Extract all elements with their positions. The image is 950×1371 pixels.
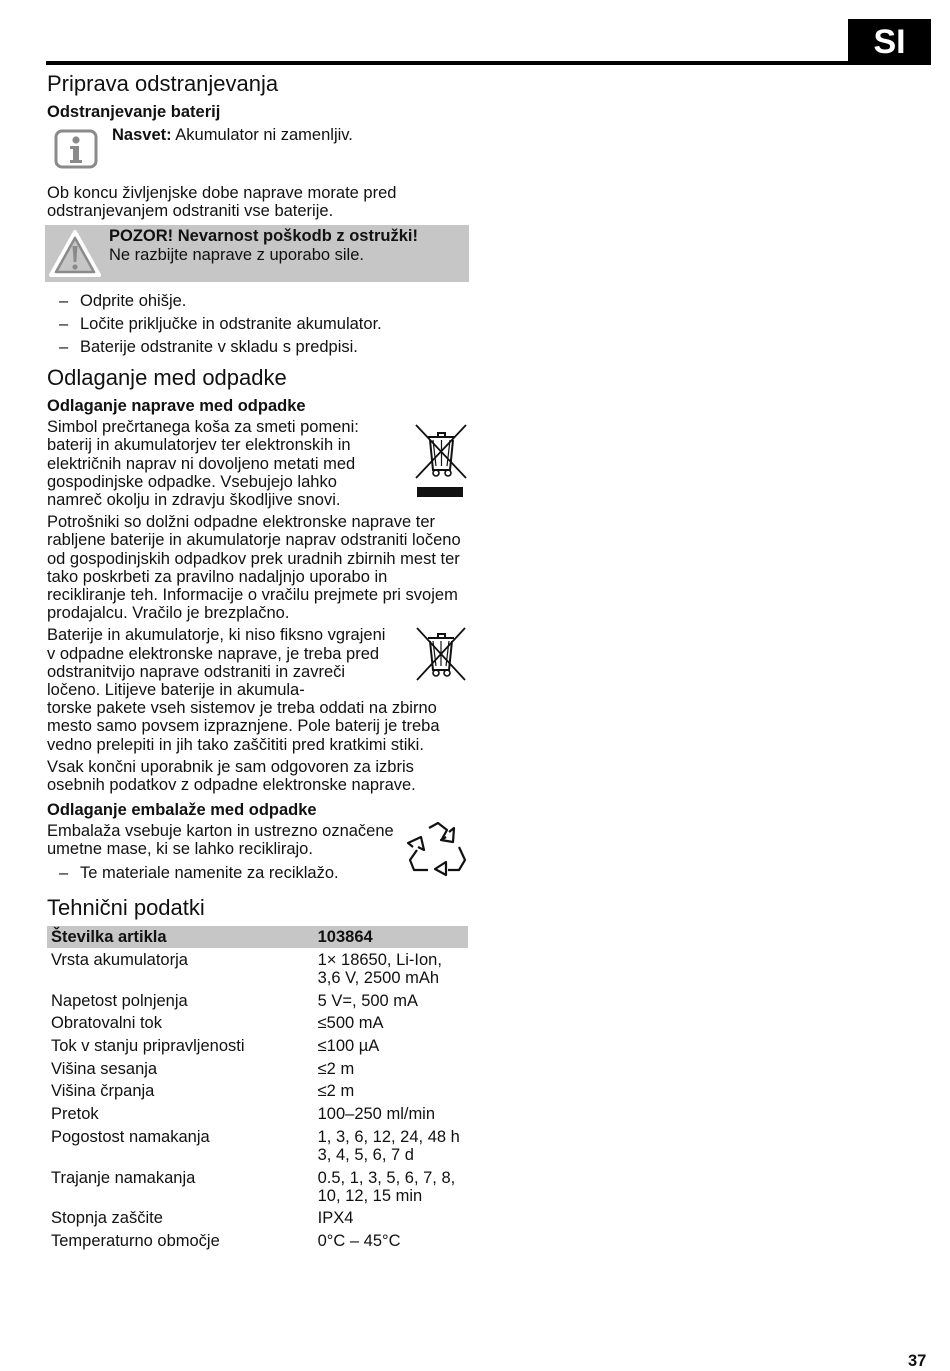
table-row: Obratovalni tok ≤500 mA — [51, 1014, 384, 1033]
note-label: Nasvet: — [112, 126, 172, 144]
subtitle-device-disposal: Odlaganje naprave med odpadke — [47, 397, 306, 416]
table-row: Vrsta akumulatorja 1× 18650, Li-Ion, 3,6 V, 2500 mAh — [51, 950, 442, 987]
subtitle-packaging-disposal: Odlaganje embalaže med odpadke — [47, 801, 317, 820]
section-title-disposal: Odlaganje med odpadke — [47, 365, 287, 391]
table-row: Tok v stanju pripravljenosti ≤100 µA — [51, 1036, 380, 1055]
subtitle-battery-removal: Odstranjevanje baterij — [47, 103, 221, 121]
table-row: Pogostost namakanja 1, 3, 6, 12, 24, 48 h 3, 4, 5, 6, 7 d — [51, 1127, 460, 1164]
note-box — [47, 126, 469, 172]
user-responsibility-paragraph: Vsak končni uporabnik je sam odgovoren za izbris osebnih podatkov z odpadne elektronske naprave. — [47, 757, 416, 795]
note-content: Akumulator ni zamenljiv. — [171, 126, 353, 144]
battery-paragraph: Ob koncu življenjske dobe naprave morate pred odstranjevanjem odstraniti vse baterije. — [47, 184, 397, 221]
warning-triangle-icon — [49, 229, 101, 279]
battery-disposal-paragraph-a: Baterije in akumulatorje, ki niso fiksno vgrajeni v odpadne elektronske naprave, je treba pred odstranitvijo naprave odstraniti in zavreči ločeno. Litijeve baterije in akumula- — [47, 626, 386, 700]
page-number: 37 — [908, 1352, 927, 1370]
language-tab: SI — [848, 19, 931, 65]
table-row: Napetost polnjenja 5 V=, 500 mA — [51, 991, 419, 1010]
packaging-text — [47, 822, 403, 884]
warning-title: POZOR! Nevarnost poškodb z ostružki! — [109, 227, 418, 246]
consumer-paragraph: Potrošniki so dolžni odpadne elektronske naprave ter rabljene baterije in akumulatorje naprav odstraniti ločeno od gospodinjskih odpadkov prek uradnih zbirnih mest ter tako poskrbeti za pravilno nadaljnjo uporabo in recikliranje teh. Informacije o vračilu prejmete pri svojem prodajalcu. Vračilo je brezplačno. — [47, 513, 461, 623]
spec-table — [47, 926, 468, 1252]
table-row: Višina črpanja ≤2 m — [51, 1082, 355, 1101]
note-text — [112, 126, 353, 144]
warning-text — [109, 225, 418, 263]
removal-steps — [47, 290, 469, 358]
packaging-steps — [47, 862, 403, 885]
warning-box — [45, 225, 469, 282]
table-row: Višina sesanja ≤2 m — [51, 1059, 355, 1078]
list-item: – Te materiale namenite za reciklažo. — [59, 863, 339, 882]
list-item: – Ločite priključke in odstranite akumulator. — [59, 315, 382, 333]
battery-disposal-paragraph-b: torske pakete vseh sistemov je treba oddati na zbirno mesto samo povsem izpraznjene. Pole baterij je treba vedno prelepiti in jih tako zaščititi pred kratkimi stiki. — [47, 699, 440, 754]
crossed-out-bin-icon — [415, 626, 467, 682]
table-row: Pretok 100–250 ml/min — [51, 1104, 436, 1123]
warning-content: Ne razbijte naprave z uporabo sile. — [109, 245, 364, 264]
list-item: – Baterije odstranite v skladu s predpisi. — [59, 337, 358, 356]
spec-header-row — [47, 926, 468, 948]
battery-disposal-row — [47, 626, 469, 699]
packaging-paragraph: Embalaža vsebuje karton in ustrezno označene umetne mase, ki se lahko reciklirajo. — [47, 822, 394, 859]
list-item: – Odprite ohišje. — [59, 292, 187, 311]
recycling-icon — [407, 820, 469, 882]
table-row: Temperaturno območje 0°C – 45°C — [51, 1232, 401, 1251]
header-rule — [46, 61, 931, 65]
table-row: Stopnja zaščite IPX4 — [51, 1209, 354, 1228]
section-title-disposal-prep: Priprava odstranjevanja — [47, 71, 279, 96]
bin-paragraph-row — [47, 418, 469, 509]
crossed-out-bin-icon — [414, 420, 469, 500]
spec-header-value: 103864 — [314, 926, 468, 948]
packaging-row — [47, 822, 469, 884]
info-icon — [51, 126, 103, 172]
spec-header-key: Številka artikla — [47, 926, 314, 948]
section-title-technical-data: Tehnični podatki — [47, 895, 205, 921]
bin-paragraph: Simbol prečrtanega koša za smeti pomeni: baterij in akumulatorjev ter elektronskih in električnih naprav ni dovoljeno metati med gospodinjske odpadke. Vsebujejo lahko namreč okolju in zdravju škodljive snovi. — [47, 418, 359, 509]
content-column — [47, 70, 469, 1253]
table-row: Trajanje namakanja 0.5, 1, 3, 5, 6, 7, 8, 10, 12, 15 min — [51, 1168, 456, 1205]
